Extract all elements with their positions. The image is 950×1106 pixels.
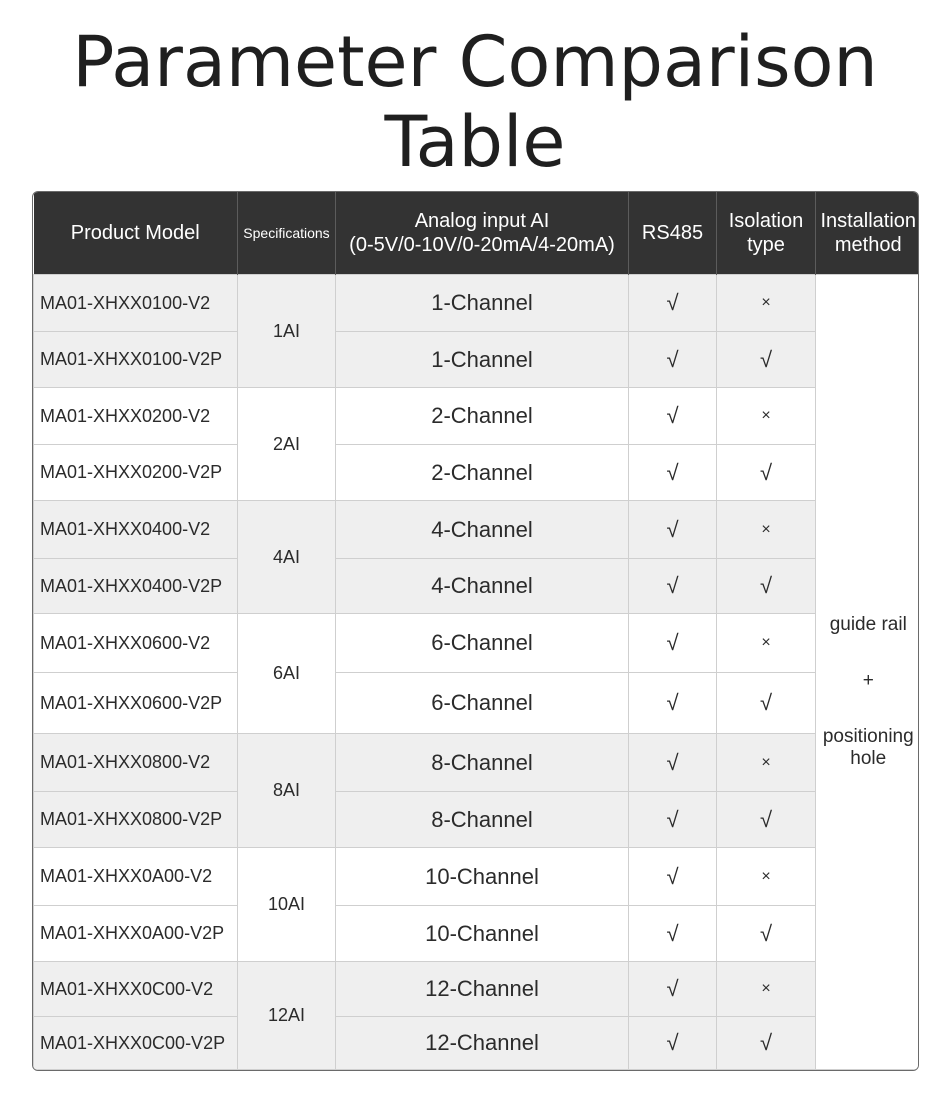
cell-specification: 12AI xyxy=(238,962,336,1070)
cell-rs485-check: √ xyxy=(629,906,717,962)
cell-specification: 4AI xyxy=(238,501,336,614)
cell-analog-channel: 8-Channel xyxy=(336,792,629,848)
table-header-row xyxy=(34,192,920,275)
cell-rs485-check: √ xyxy=(629,275,717,332)
cell-analog-channel: 8-Channel xyxy=(336,734,629,792)
cell-rs485-check: √ xyxy=(629,734,717,792)
cell-product-model: MA01-XHXX0600-V2 xyxy=(34,614,238,673)
header-product-model: Product Model xyxy=(34,192,238,275)
cell-rs485-check: √ xyxy=(629,614,717,673)
cell-analog-channel: 12-Channel xyxy=(336,1017,629,1070)
cell-rs485-check: √ xyxy=(629,445,717,501)
cell-isolation-mark: × xyxy=(717,275,816,332)
table-row xyxy=(34,559,920,614)
header-isolation-line1: Isolation xyxy=(728,210,804,232)
table-row xyxy=(34,792,920,848)
cell-analog-channel: 12-Channel xyxy=(336,962,629,1017)
table-row xyxy=(34,275,920,332)
cell-rs485-check: √ xyxy=(629,332,717,388)
cell-rs485-check: √ xyxy=(629,848,717,906)
header-analog-input xyxy=(336,192,629,275)
header-analog-line2: (0-5V/0-10V/0-20mA/4-20mA) xyxy=(349,234,615,256)
table-body xyxy=(34,275,920,1070)
cell-product-model: MA01-XHXX0200-V2P xyxy=(34,445,238,501)
header-rs485: RS485 xyxy=(629,192,717,275)
cell-installation-method xyxy=(816,275,920,1070)
header-installation-method xyxy=(816,192,920,275)
cell-rs485-check: √ xyxy=(629,1017,717,1070)
table-row xyxy=(34,673,920,734)
table-row xyxy=(34,848,920,906)
cell-product-model: MA01-XHXX0400-V2 xyxy=(34,501,238,559)
header-install-line1: Installation xyxy=(820,210,917,232)
cell-analog-channel: 1-Channel xyxy=(336,332,629,388)
cell-isolation-mark: × xyxy=(717,614,816,673)
page-title xyxy=(0,22,950,182)
table-row xyxy=(34,501,920,559)
cell-product-model: MA01-XHXX0800-V2P xyxy=(34,792,238,848)
cell-specification: 1AI xyxy=(238,275,336,388)
table-row xyxy=(34,332,920,388)
cell-isolation-mark: × xyxy=(717,388,816,445)
header-isolation-type xyxy=(717,192,816,275)
cell-rs485-check: √ xyxy=(629,559,717,614)
cell-isolation-mark: √ xyxy=(717,673,816,734)
table-row xyxy=(34,445,920,501)
cell-analog-channel: 2-Channel xyxy=(336,388,629,445)
cell-isolation-mark: √ xyxy=(717,792,816,848)
title-line-2: Table xyxy=(384,101,566,183)
cell-analog-channel: 10-Channel xyxy=(336,848,629,906)
cell-product-model: MA01-XHXX0C00-V2 xyxy=(34,962,238,1017)
cell-product-model: MA01-XHXX0200-V2 xyxy=(34,388,238,445)
cell-isolation-mark: × xyxy=(717,848,816,906)
title-line-1: Parameter Comparison xyxy=(72,21,878,103)
table-row xyxy=(34,906,920,962)
cell-isolation-mark: √ xyxy=(717,332,816,388)
cell-isolation-mark: × xyxy=(717,962,816,1017)
install-text-guide-rail: guide rail xyxy=(829,614,907,635)
cell-analog-channel: 2-Channel xyxy=(336,445,629,501)
cell-specification: 8AI xyxy=(238,734,336,848)
cell-analog-channel: 1-Channel xyxy=(336,275,629,332)
table-row xyxy=(34,388,920,445)
cell-rs485-check: √ xyxy=(629,388,717,445)
cell-isolation-mark: √ xyxy=(717,445,816,501)
cell-analog-channel: 10-Channel xyxy=(336,906,629,962)
install-text-hole: hole xyxy=(850,748,887,769)
cell-product-model: MA01-XHXX0A00-V2 xyxy=(34,848,238,906)
cell-product-model: MA01-XHXX0A00-V2P xyxy=(34,906,238,962)
header-analog-line1: Analog input AI xyxy=(414,210,550,232)
cell-product-model: MA01-XHXX0800-V2 xyxy=(34,734,238,792)
cell-analog-channel: 6-Channel xyxy=(336,673,629,734)
table-row xyxy=(34,1017,920,1070)
cell-isolation-mark: × xyxy=(717,734,816,792)
cell-analog-channel: 6-Channel xyxy=(336,614,629,673)
install-text-positioning: positioning xyxy=(822,726,914,747)
cell-specification: 2AI xyxy=(238,388,336,501)
cell-isolation-mark: × xyxy=(717,501,816,559)
cell-product-model: MA01-XHXX0100-V2 xyxy=(34,275,238,332)
cell-product-model: MA01-XHXX0100-V2P xyxy=(34,332,238,388)
table-row xyxy=(34,962,920,1017)
cell-rs485-check: √ xyxy=(629,673,717,734)
cell-isolation-mark: √ xyxy=(717,906,816,962)
cell-rs485-check: √ xyxy=(629,962,717,1017)
table-row xyxy=(34,614,920,673)
header-isolation-line2: type xyxy=(747,234,785,256)
cell-rs485-check: √ xyxy=(629,501,717,559)
comparison-table xyxy=(32,191,919,1071)
cell-isolation-mark: √ xyxy=(717,1017,816,1070)
cell-specification: 6AI xyxy=(238,614,336,734)
cell-isolation-mark: √ xyxy=(717,559,816,614)
cell-product-model: MA01-XHXX0400-V2P xyxy=(34,559,238,614)
cell-product-model: MA01-XHXX0600-V2P xyxy=(34,673,238,734)
cell-specification: 10AI xyxy=(238,848,336,962)
cell-product-model: MA01-XHXX0C00-V2P xyxy=(34,1017,238,1070)
cell-analog-channel: 4-Channel xyxy=(336,501,629,559)
cell-rs485-check: √ xyxy=(629,792,717,848)
cell-analog-channel: 4-Channel xyxy=(336,559,629,614)
table-row xyxy=(34,734,920,792)
header-specifications: Specifications xyxy=(238,192,336,275)
header-install-line2: method xyxy=(834,234,902,256)
install-plus: + xyxy=(862,670,874,691)
